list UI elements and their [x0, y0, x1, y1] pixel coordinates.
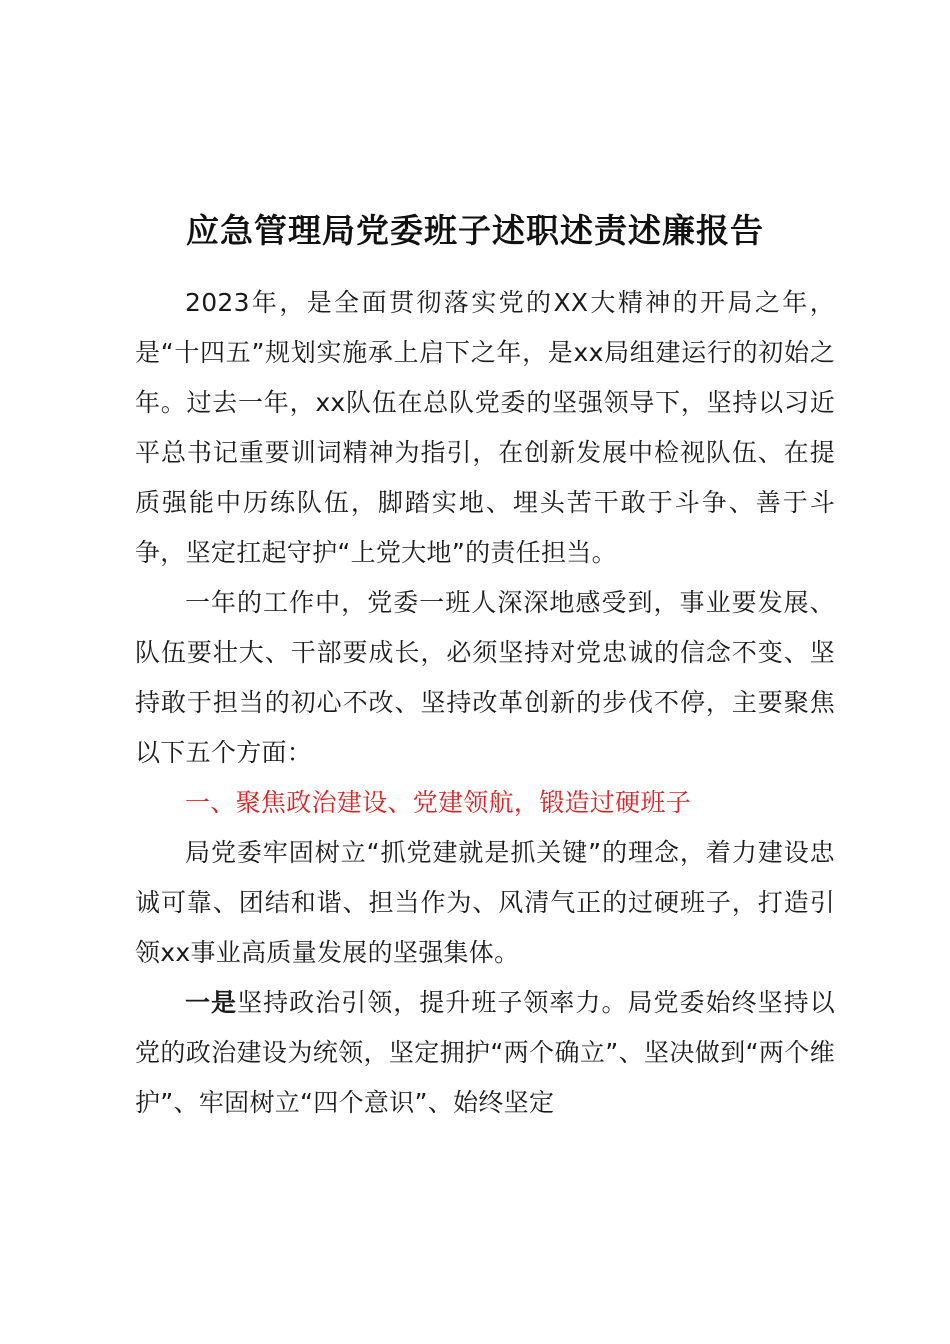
document-body: [135, 278, 835, 1128]
paragraph-point-1: [135, 978, 835, 1128]
paragraph-section-1-intro: 局党委牢固树立“抓党建就是抓关键”的理念，着力建设忠诚可靠、团结和谐、担当作为、风清气正的过硬班子，打造引领xx事业高质量发展的坚强集体。: [135, 838, 835, 967]
paragraph-intro: 2023年，是全面贯彻落实党的XX大精神的开局之年，是“十四五”规划实施承上启下之年，是xx局组建运行的初始之年。过去一年，xx队伍在总队党委的坚强领导下，坚持以习近平总书记重要训词精神为指引，在创新发展中检视队伍、在提质强能中历练队伍，脚踏实地、埋头苦干敢于斗争、善于斗争，坚定扛起守护“上党大地”的责任担当。: [135, 288, 835, 567]
section-heading-1: 一、聚焦政治建设、党建领航，锻造过硬班子: [185, 788, 692, 817]
document-title: 应急管理局党委班子述职述责述廉报告: [186, 211, 764, 250]
point-text: 坚持政治引领，提升班子领率力。局党委始终坚持以党的政治建设为统领，坚定拥护“两个确立”、坚决做到“两个维护”、牢固树立“四个意识”、始终坚定: [135, 988, 835, 1117]
paragraph-summary: 一年的工作中，党委一班人深深地感受到，事业要发展、队伍要壮大、干部要成长，必须坚持对党忠诚的信念不变、坚持敢于担当的初心不改、坚持改革创新的步伐不停，主要聚焦以下五个方面：: [135, 588, 835, 767]
point-lead: 一是: [185, 988, 238, 1017]
